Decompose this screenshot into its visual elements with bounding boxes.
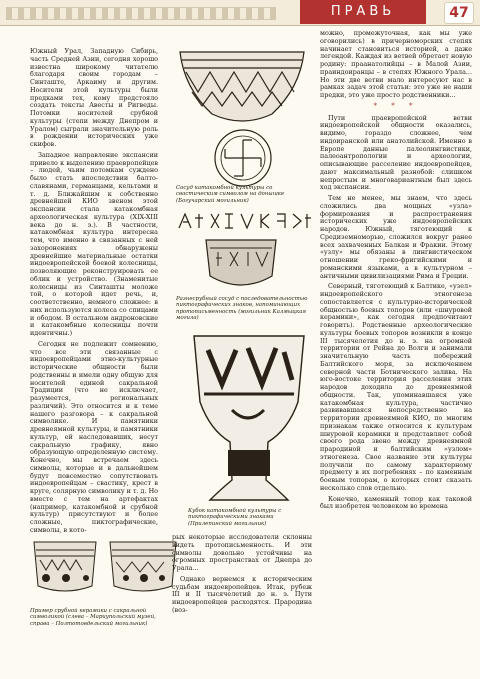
vessel-figure [196,236,286,292]
text-column-right [320,30,472,514]
figure-caption: Сосуд катакомбной культуры со свастическим символом на донышке (Богучарский могильник) [176,185,285,204]
paragraph: Пути праевропейской ветви индоевропейской общности оказались, видимо, гораздо сложнее, чем индоиранской или анатолийской. Именно в Европе данные палеолингвистики, палеоантропологии и археологии, описывающие расселение индоевропейцев, дают максимальный разнобой: слишком непростым и многовариантным был здесь ход экспансии. [320,113,472,192]
catacomb-goblet-figure [188,330,310,506]
paragraph: Южный Урал, Западную Сибирь, часть Средней Азии, сегодня хорошо известна широкому читателю благодаря своим городам – Синташте, Аркаиму и другим. Носители этой культуры были предками тех, кому предстояло создать тексты Авесты и Ригведы. Потомки носителей срубной культуры (степи между Днепром и Уралом) сыграли значительную роль в рождении исторических уже скифов. [30,47,158,148]
text-column-left [30,48,158,538]
figure-caption: Кубок катакомбной культуры с пиктографическими знаками (Прилепинский могильник) [188,508,282,527]
page-header [0,0,480,26]
srubnaya-pottery-figure [30,536,180,602]
text-column-middle [172,534,312,618]
figure-caption: Разнесрубный сосуд с последовательностью пиктографических знаков, напоминающих протописьменность (могильник Калмыцкая могила) [176,296,308,321]
paragraph: можно, промежуточная, как мы уже оговорились) в причерноморских степях начинает становиться историей, а даже легендой. Каждая из ветвей обретает новую родину: праанатолийцы – в Малой Азии, праиндоиранцы – в степях Южного Урала... Но эти две ветви мало интересуют нас в рамках задач этой статьи: это уже не наши предки, это уже просто родственники... [320,29,472,99]
paragraph: Тем не менее, мы знаем, что здесь сложились два мощных «узла» формирования и распространения исторических уже индоевропейских народов. Южный, тяготеющий к Средиземноморью, сложился вокруг ранее всех захваченных Балкан и Фракии. Этому «узлу» мы обязаны в лингвистическом отношении греко-фригийскими и романскими языками, а в культурном – античными цивилизациями Рима и Греции. [320,194,472,280]
swastika-base-figure [208,128,278,188]
catacomb-vessel-figure [172,48,312,126]
paragraph: Конечно, каменный топор как таковой был изобретен человеком во времена [320,494,472,511]
pictogram-sequence-figure [175,208,315,234]
section-title: ПРАВЬ [300,0,426,24]
figure-caption: Пример срубной керамики с сакральной символикой (слева – Мариупольский музей, справа – Полтотовдельский могильник) [30,608,156,627]
paragraph: Западное направление экспансии привело к выделению праевропейцев – людей, чьим потомкам суждено было стать впоследствии балто-славянами, германцами, кельтами и т. д. Ближайшим к собственно древнейшей КИО звеном этой экспансии стала катакомбная археологическая культура (XIX-XIII века до н. э.). В частности, катакомбная культура интересна тем, что именно в связанных с ней захоронениях обнаружены древнейшие материальные остатки индоевропейской боевой колесницы, позволяющие реконструировать ее облик и устройство. (Знаменитые колесницы из Синташты моложе той, о которой идет речь, и, соответственно, немного сложнее: в них используются колеса со спицами и ободом. В остальном андроновские и катакомбные колесницы почти идентичны.) [30,150,158,337]
paragraph: рых некоторые исследователи склонны видеть протописьменность. И эти символы довольно устойчивы на огромных пространствах от Днепра до Урала... [172,533,312,572]
paragraph: Однако вернемся к историческим судьбам индоевропейцев. Итак, рубеж III и II тысячелетий до н. э. Пути индоевропейцев расходятся. Прародина (воз- [172,574,312,614]
page-number: 47 [444,2,474,24]
paragraph: Северный, тяготеющий к Балтике, «узел» индоевропейского этногенеза сопоставляется с культурно-исторической общностью боевых топоров (или «шнуровой керамики», как сегодня предпочитают говорить). Родственные археологические культуры боевых топоров возникли в конце III тысячелетия до н. э. на огромной территории от Рейна до Волги и занимали значительную часть побережий Балтийского моря, за исключением северной части Ботнического залива. На юго-востоке территория расселения этих народов доходила до древнеямной общности. Так, упоминавшаяся уже катакомбная культура, частично развивавшаяся непосредственно на территории древнеямной КИО, по многим признакам также относится к культурам шнуровой керамики и представляет собой своего рода звено между древнеямной прародиной и балтийским «узлом» этногенеза. Свое название эти культуры получили по самому характерному предмету в их погребениях – по каменным боевым топорам, о которых стоит сказать несколько слов отдельно. [320,282,472,492]
paragraph: Сегодня не подлежит сомнению, что все эти связанные с индоевропейцами этно-культурные исторические общности были родственны и имели одну общую для носителей единой сакральной Традиции (что не исключает, разумеется, региональных различий). Это относится и к теме нашего разговора – к сакральной символике. И памятники древнеямной культуры, и памятники культур, ей наследовавших, несут сакральную графику, явно образующую определенную систему. Конечно, мы встречаем здесь символы, которые и в дальнейшем будут повсеместно сопутствовать индоевропейцам – свастику, крест в круге, солярную символику и т. д. Но вместе с тем на артефактах (например, катакомбной и срубной культур) присутствуют и более сложные, пиктографические, символы, в кото- [30,339,158,534]
header-ornament [6,7,276,20]
section-divider: * * * [373,101,419,110]
